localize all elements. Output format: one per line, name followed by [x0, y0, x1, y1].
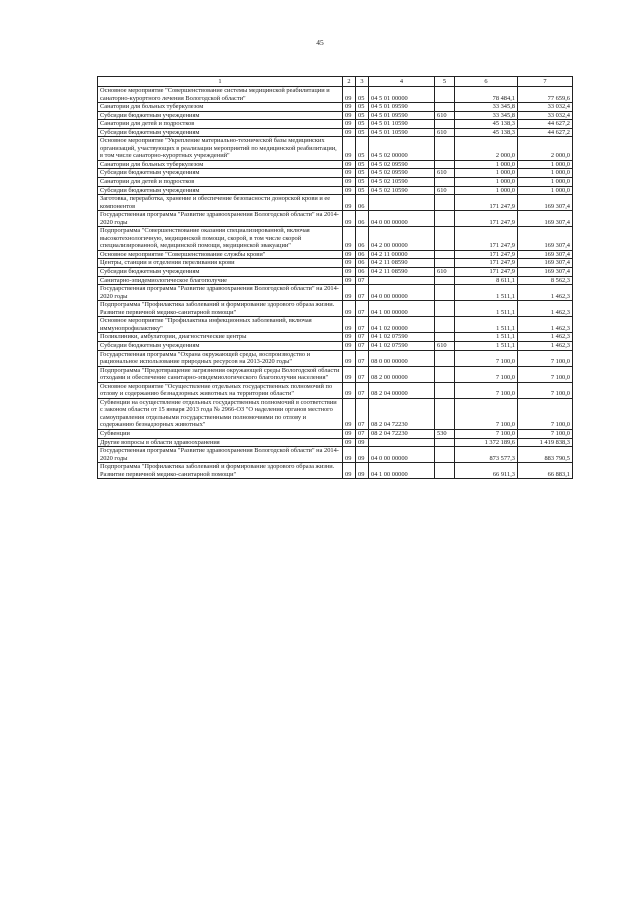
row-subsection-cell: 09 — [356, 438, 369, 447]
row-name-cell: Основное мероприятие "Укрепление материально-технической базы медицинских организаций, участвующих в реализации мероприятий по медицинской реабилитации, в том числе санаторно-курортных учреждений" — [98, 137, 343, 161]
row-name-cell: Субсидии бюджетным учреждениям — [98, 169, 343, 178]
row-amount-year2-cell: 33 032,4 — [518, 103, 573, 112]
table-row — [98, 301, 573, 317]
row-target-article-cell: 04 2 11 08590 — [369, 268, 435, 277]
row-amount-year2-cell: 2 000,0 — [518, 137, 573, 161]
row-target-article-cell: 04 0 00 00000 — [369, 447, 435, 463]
table-row — [98, 317, 573, 333]
table-row — [98, 341, 573, 350]
row-target-article-cell: 04 2 11 00000 — [369, 250, 435, 259]
row-subsection-cell: 05 — [356, 186, 369, 195]
row-expense-type-cell — [435, 137, 455, 161]
table-row — [98, 366, 573, 382]
row-subsection-cell: 07 — [356, 398, 369, 429]
row-target-article-cell: 08 2 04 00000 — [369, 382, 435, 398]
row-amount-year2-cell: 8 562,3 — [518, 276, 573, 285]
row-expense-type-cell — [435, 103, 455, 112]
row-expense-type-cell — [435, 285, 455, 301]
row-amount-year2-cell: 1 462,3 — [518, 285, 573, 301]
row-section-cell: 09 — [343, 301, 356, 317]
row-amount-year2-cell: 1 000,0 — [518, 169, 573, 178]
row-amount-year1-cell: 873 577,3 — [455, 447, 518, 463]
row-target-article-cell: 04 0 00 00000 — [369, 285, 435, 301]
row-name-cell: Субвенции на осуществление отдельных государственных полномочий в соответствии с законом области от 15 января 2013 года № 2966-ОЗ "О наделении органов местного самоуправления отдельными государственными полномочиями по отлову и содержанию безнадзорных животных" — [98, 398, 343, 429]
row-subsection-cell: 05 — [356, 137, 369, 161]
row-subsection-cell: 07 — [356, 350, 369, 366]
row-expense-type-cell — [435, 447, 455, 463]
header-col-1: 1 — [98, 77, 343, 87]
row-amount-year2-cell: 7 100,0 — [518, 350, 573, 366]
row-name-cell: Подпрограмма "Совершенствование оказания специализированной, включая высокотехнологичную, медицинской помощи, скорой, в том числе скорой специализированной, медицинской помощи, медицинской эвакуации" — [98, 227, 343, 251]
table-row — [98, 227, 573, 251]
row-amount-year2-cell: 1 462,3 — [518, 317, 573, 333]
row-expense-type-cell: 610 — [435, 268, 455, 277]
row-section-cell: 09 — [343, 447, 356, 463]
row-amount-year1-cell: 171 247,9 — [455, 195, 518, 211]
row-amount-year1-cell: 7 100,0 — [455, 366, 518, 382]
row-section-cell: 09 — [343, 268, 356, 277]
row-expense-type-cell — [435, 276, 455, 285]
header-col-2: 2 — [343, 77, 356, 87]
row-expense-type-cell — [435, 227, 455, 251]
row-amount-year1-cell: 171 247,9 — [455, 268, 518, 277]
row-subsection-cell: 06 — [356, 211, 369, 227]
table-row — [98, 285, 573, 301]
row-name-cell: Субсидии бюджетным учреждениям — [98, 341, 343, 350]
row-name-cell: Заготовка, переработка, хранение и обеспечение безопасности донорской крови и ее компонентов — [98, 195, 343, 211]
row-subsection-cell: 05 — [356, 87, 369, 103]
row-target-article-cell: 04 1 02 07590 — [369, 333, 435, 342]
row-name-cell: Поликлиники, амбулатории, диагностические центры — [98, 333, 343, 342]
row-amount-year2-cell: 1 000,0 — [518, 186, 573, 195]
row-subsection-cell: 07 — [356, 285, 369, 301]
row-section-cell: 09 — [343, 160, 356, 169]
row-name-cell: Санатории для больных туберкулезом — [98, 160, 343, 169]
row-subsection-cell: 05 — [356, 111, 369, 120]
row-amount-year1-cell: 171 247,9 — [455, 259, 518, 268]
row-section-cell: 09 — [343, 169, 356, 178]
row-target-article-cell: 04 5 02 00000 — [369, 137, 435, 161]
row-expense-type-cell — [435, 259, 455, 268]
row-expense-type-cell — [435, 120, 455, 129]
row-expense-type-cell — [435, 398, 455, 429]
row-section-cell: 09 — [343, 87, 356, 103]
row-subsection-cell: 06 — [356, 268, 369, 277]
row-amount-year2-cell: 169 307,4 — [518, 250, 573, 259]
table-row — [98, 398, 573, 429]
table-row — [98, 211, 573, 227]
row-amount-year1-cell: 7 100,0 — [455, 398, 518, 429]
row-target-article-cell: 08 0 00 00000 — [369, 350, 435, 366]
row-expense-type-cell — [435, 317, 455, 333]
row-expense-type-cell — [435, 382, 455, 398]
row-target-article-cell: 08 2 00 00000 — [369, 366, 435, 382]
table-row — [98, 438, 573, 447]
table-row — [98, 447, 573, 463]
row-subsection-cell: 07 — [356, 366, 369, 382]
row-subsection-cell: 07 — [356, 276, 369, 285]
row-expense-type-cell — [435, 463, 455, 479]
row-amount-year2-cell: 1 419 838,3 — [518, 438, 573, 447]
row-amount-year2-cell: 1 000,0 — [518, 178, 573, 187]
row-amount-year2-cell: 7 100,0 — [518, 429, 573, 438]
table-row — [98, 103, 573, 112]
row-expense-type-cell: 530 — [435, 429, 455, 438]
row-target-article-cell: 04 1 02 00000 — [369, 317, 435, 333]
row-expense-type-cell — [435, 333, 455, 342]
row-expense-type-cell: 610 — [435, 186, 455, 195]
table-row — [98, 259, 573, 268]
row-target-article-cell: 04 1 02 07590 — [369, 341, 435, 350]
row-target-article-cell — [369, 195, 435, 211]
row-section-cell: 09 — [343, 137, 356, 161]
row-subsection-cell: 05 — [356, 103, 369, 112]
row-amount-year1-cell: 1 000,0 — [455, 160, 518, 169]
row-section-cell: 09 — [343, 341, 356, 350]
row-subsection-cell: 09 — [356, 447, 369, 463]
table-header-row — [98, 77, 573, 87]
row-subsection-cell: 07 — [356, 317, 369, 333]
row-expense-type-cell — [435, 195, 455, 211]
row-section-cell: 09 — [343, 317, 356, 333]
row-name-cell: Основное мероприятие "Совершенствование службы крови" — [98, 250, 343, 259]
row-section-cell: 09 — [343, 259, 356, 268]
row-target-article-cell: 04 2 11 08590 — [369, 259, 435, 268]
row-amount-year1-cell: 1 511,1 — [455, 333, 518, 342]
row-section-cell: 09 — [343, 211, 356, 227]
header-col-3: 3 — [356, 77, 369, 87]
row-name-cell: Санатории для больных туберкулезом — [98, 103, 343, 112]
row-amount-year1-cell: 45 138,3 — [455, 128, 518, 137]
row-amount-year2-cell: 1 000,0 — [518, 160, 573, 169]
row-subsection-cell: 07 — [356, 429, 369, 438]
page-number: 45 — [316, 38, 324, 47]
row-name-cell: Субсидии бюджетным учреждениям — [98, 128, 343, 137]
table-row — [98, 169, 573, 178]
row-section-cell: 09 — [343, 382, 356, 398]
row-section-cell: 09 — [343, 463, 356, 479]
row-name-cell: Другие вопросы в области здравоохранения — [98, 438, 343, 447]
row-section-cell: 09 — [343, 227, 356, 251]
row-amount-year2-cell: 7 100,0 — [518, 382, 573, 398]
row-target-article-cell: 04 1 00 00000 — [369, 301, 435, 317]
row-target-article-cell: 04 0 00 00000 — [369, 211, 435, 227]
row-name-cell: Государственная программа "Развитие здравоохранения Вологодской области" на 2014-2020 годы — [98, 285, 343, 301]
row-amount-year1-cell: 66 911,3 — [455, 463, 518, 479]
row-section-cell: 09 — [343, 120, 356, 129]
budget-table — [97, 76, 573, 479]
row-amount-year1-cell: 7 100,0 — [455, 429, 518, 438]
row-amount-year1-cell: 171 247,9 — [455, 211, 518, 227]
row-target-article-cell: 04 5 01 09590 — [369, 103, 435, 112]
row-amount-year2-cell: 7 100,0 — [518, 398, 573, 429]
row-section-cell: 09 — [343, 429, 356, 438]
row-target-article-cell: 04 5 01 09590 — [369, 111, 435, 120]
row-amount-year2-cell: 169 307,4 — [518, 211, 573, 227]
row-amount-year2-cell: 1 462,3 — [518, 341, 573, 350]
row-amount-year2-cell: 77 659,6 — [518, 87, 573, 103]
table-body — [98, 87, 573, 479]
row-amount-year2-cell: 33 032,4 — [518, 111, 573, 120]
table-row — [98, 350, 573, 366]
row-amount-year2-cell: 44 627,2 — [518, 120, 573, 129]
table-row — [98, 382, 573, 398]
row-expense-type-cell: 610 — [435, 111, 455, 120]
row-subsection-cell: 09 — [356, 463, 369, 479]
row-section-cell: 09 — [343, 128, 356, 137]
row-expense-type-cell — [435, 160, 455, 169]
table-row — [98, 178, 573, 187]
row-subsection-cell: 06 — [356, 259, 369, 268]
row-section-cell: 09 — [343, 195, 356, 211]
row-expense-type-cell — [435, 250, 455, 259]
row-name-cell: Государственная программа "Развитие здравоохранения Вологодской области" на 2014-2020 годы — [98, 211, 343, 227]
row-amount-year1-cell: 33 345,8 — [455, 103, 518, 112]
row-expense-type-cell: 610 — [435, 128, 455, 137]
row-subsection-cell: 06 — [356, 227, 369, 251]
row-target-article-cell: 04 5 02 09590 — [369, 160, 435, 169]
row-subsection-cell: 07 — [356, 341, 369, 350]
row-target-article-cell: 04 5 01 10590 — [369, 120, 435, 129]
row-section-cell: 09 — [343, 178, 356, 187]
row-target-article-cell: 08 2 04 72230 — [369, 398, 435, 429]
row-name-cell: Санатории для детей и подростков — [98, 178, 343, 187]
table-row — [98, 463, 573, 479]
row-amount-year2-cell: 883 790,5 — [518, 447, 573, 463]
table-row — [98, 276, 573, 285]
header-col-4: 4 — [369, 77, 435, 87]
table-row — [98, 186, 573, 195]
table-row — [98, 429, 573, 438]
row-expense-type-cell — [435, 438, 455, 447]
row-amount-year1-cell: 45 138,3 — [455, 120, 518, 129]
row-section-cell: 09 — [343, 333, 356, 342]
table-row — [98, 128, 573, 137]
row-target-article-cell: 04 2 00 00000 — [369, 227, 435, 251]
row-name-cell: Государственная программа "Развитие здравоохранения Вологодской области" на 2014-2020 годы — [98, 447, 343, 463]
row-amount-year2-cell: 44 627,2 — [518, 128, 573, 137]
row-target-article-cell — [369, 276, 435, 285]
table-row — [98, 137, 573, 161]
row-target-article-cell — [369, 438, 435, 447]
row-amount-year1-cell: 1 000,0 — [455, 178, 518, 187]
header-col-5: 5 — [435, 77, 455, 87]
row-expense-type-cell: 610 — [435, 169, 455, 178]
header-col-6: 6 — [455, 77, 518, 87]
row-name-cell: Санитарно-эпидемиологическое благополучие — [98, 276, 343, 285]
row-subsection-cell: 06 — [356, 250, 369, 259]
row-name-cell: Основное мероприятие "Осуществление отдельных государственных полномочий по отлову и содержанию безнадзорных животных на территории области" — [98, 382, 343, 398]
row-section-cell: 09 — [343, 350, 356, 366]
row-expense-type-cell — [435, 211, 455, 227]
table-row — [98, 333, 573, 342]
row-section-cell: 09 — [343, 285, 356, 301]
row-amount-year1-cell: 1 511,1 — [455, 301, 518, 317]
row-section-cell: 09 — [343, 398, 356, 429]
row-amount-year2-cell: 1 462,3 — [518, 333, 573, 342]
row-amount-year2-cell: 169 307,4 — [518, 268, 573, 277]
table-row — [98, 195, 573, 211]
row-name-cell: Центры, станции и отделения переливания крови — [98, 259, 343, 268]
row-target-article-cell: 04 5 02 10590 — [369, 186, 435, 195]
row-amount-year2-cell: 7 100,0 — [518, 366, 573, 382]
row-target-article-cell: 04 5 01 10590 — [369, 128, 435, 137]
row-expense-type-cell — [435, 178, 455, 187]
row-name-cell: Субсидии бюджетным учреждениям — [98, 186, 343, 195]
row-expense-type-cell — [435, 87, 455, 103]
row-amount-year1-cell: 1 000,0 — [455, 186, 518, 195]
row-amount-year2-cell: 66 883,1 — [518, 463, 573, 479]
row-expense-type-cell — [435, 350, 455, 366]
row-subsection-cell: 05 — [356, 160, 369, 169]
row-amount-year1-cell: 78 484,1 — [455, 87, 518, 103]
row-name-cell: Основное мероприятие "Совершенствование системы медицинской реабилитации и санаторно-курортного лечения Вологодской области" — [98, 87, 343, 103]
row-name-cell: Подпрограмма "Профилактика заболеваний и формирование здорового образа жизни. Развитие первичной медико-санитарной помощи" — [98, 463, 343, 479]
row-target-article-cell: 04 5 01 00000 — [369, 87, 435, 103]
row-subsection-cell: 07 — [356, 301, 369, 317]
row-subsection-cell: 05 — [356, 169, 369, 178]
row-amount-year1-cell: 8 611,1 — [455, 276, 518, 285]
row-amount-year1-cell: 1 511,1 — [455, 317, 518, 333]
row-subsection-cell: 07 — [356, 333, 369, 342]
row-expense-type-cell — [435, 366, 455, 382]
row-section-cell: 09 — [343, 103, 356, 112]
row-section-cell: 09 — [343, 276, 356, 285]
row-subsection-cell: 05 — [356, 178, 369, 187]
row-amount-year1-cell: 171 247,9 — [455, 227, 518, 251]
row-target-article-cell: 04 5 02 09590 — [369, 169, 435, 178]
row-expense-type-cell — [435, 301, 455, 317]
row-amount-year1-cell: 171 247,9 — [455, 250, 518, 259]
row-section-cell: 09 — [343, 366, 356, 382]
table-row — [98, 120, 573, 129]
row-target-article-cell: 04 5 02 10590 — [369, 178, 435, 187]
row-name-cell: Подпрограмма "Профилактика заболеваний и формирование здорового образа жизни. Развитие первичной медико-санитарной помощи" — [98, 301, 343, 317]
row-amount-year1-cell: 7 100,0 — [455, 382, 518, 398]
row-amount-year1-cell: 7 100,0 — [455, 350, 518, 366]
row-amount-year1-cell: 33 345,8 — [455, 111, 518, 120]
table-row — [98, 160, 573, 169]
row-section-cell: 09 — [343, 438, 356, 447]
row-amount-year1-cell: 1 511,1 — [455, 285, 518, 301]
row-target-article-cell: 08 2 04 72230 — [369, 429, 435, 438]
row-subsection-cell: 05 — [356, 120, 369, 129]
row-name-cell: Государственная программа "Охрана окружающей среды, воспроизводство и рациональное использование природных ресурсов на 2013-2020 годы" — [98, 350, 343, 366]
table-row — [98, 268, 573, 277]
row-amount-year1-cell: 2 000,0 — [455, 137, 518, 161]
row-section-cell: 09 — [343, 250, 356, 259]
row-amount-year2-cell: 169 307,4 — [518, 195, 573, 211]
row-name-cell: Субвенции — [98, 429, 343, 438]
row-name-cell: Подпрограмма "Предотвращение загрязнения окружающей среды Вологодской области отходами и обеспечение санитарно-эпидемиологического благополучия населения" — [98, 366, 343, 382]
row-amount-year2-cell: 1 462,3 — [518, 301, 573, 317]
row-expense-type-cell: 610 — [435, 341, 455, 350]
table-row — [98, 250, 573, 259]
row-amount-year2-cell: 169 307,4 — [518, 259, 573, 268]
row-subsection-cell: 06 — [356, 195, 369, 211]
row-name-cell: Субсидии бюджетным учреждениям — [98, 268, 343, 277]
table-row — [98, 87, 573, 103]
row-name-cell: Основное мероприятие "Профилактика инфекционных заболеваний, включая иммунопрофилактику" — [98, 317, 343, 333]
row-subsection-cell: 05 — [356, 128, 369, 137]
row-subsection-cell: 07 — [356, 382, 369, 398]
row-name-cell: Субсидии бюджетным учреждениям — [98, 111, 343, 120]
row-section-cell: 09 — [343, 186, 356, 195]
row-amount-year1-cell: 1 511,1 — [455, 341, 518, 350]
row-name-cell: Санатории для детей и подростков — [98, 120, 343, 129]
row-amount-year1-cell: 1 000,0 — [455, 169, 518, 178]
row-section-cell: 09 — [343, 111, 356, 120]
row-amount-year2-cell: 169 307,4 — [518, 227, 573, 251]
header-col-7: 7 — [518, 77, 573, 87]
row-amount-year1-cell: 1 372 189,6 — [455, 438, 518, 447]
table-row — [98, 111, 573, 120]
row-target-article-cell: 04 1 00 00000 — [369, 463, 435, 479]
